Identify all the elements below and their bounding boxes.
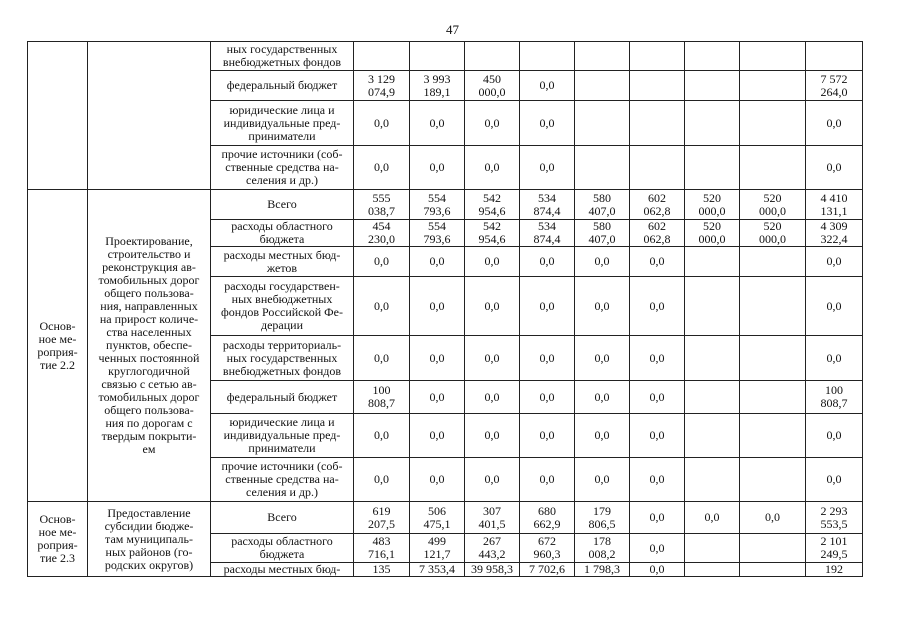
activity-code-cell: Основ- ное ме- роприя- тие 2.2 xyxy=(28,190,88,502)
funding-source-cell: прочие источники (соб- ственные средства на- селения и др.) xyxy=(211,458,354,502)
year-value-cell xyxy=(740,42,806,71)
year-value-cell: 0,0 xyxy=(465,146,520,190)
year-value-cell xyxy=(740,146,806,190)
year-value-cell: 0,0 xyxy=(630,458,685,502)
funding-source-cell: Всего xyxy=(211,190,354,220)
total-value-cell xyxy=(806,42,863,71)
year-value-cell: 602 062,8 xyxy=(630,190,685,220)
year-value-cell: 0,0 xyxy=(520,336,575,381)
year-value-cell: 0,0 xyxy=(630,247,685,277)
year-value-cell: 0,0 xyxy=(630,534,685,563)
year-value-cell: 520 000,0 xyxy=(740,190,806,220)
total-value-cell: 2 293 553,5 xyxy=(806,502,863,534)
year-value-cell: 520 000,0 xyxy=(685,190,740,220)
year-value-cell: 499 121,7 xyxy=(410,534,465,563)
year-value-cell: 0,0 xyxy=(410,146,465,190)
year-value-cell: 554 793,6 xyxy=(410,220,465,247)
year-value-cell: 267 443,2 xyxy=(465,534,520,563)
year-value-cell: 0,0 xyxy=(465,247,520,277)
table-row xyxy=(28,190,863,220)
funding-source-cell: расходы областного бюджета xyxy=(211,220,354,247)
year-value-cell: 0,0 xyxy=(465,458,520,502)
year-value-cell xyxy=(740,458,806,502)
year-value-cell xyxy=(575,146,630,190)
year-value-cell xyxy=(740,534,806,563)
year-value-cell: 554 793,6 xyxy=(410,190,465,220)
year-value-cell: 3 993 189,1 xyxy=(410,71,465,101)
year-value-cell xyxy=(630,71,685,101)
year-value-cell: 0,0 xyxy=(465,414,520,458)
total-value-cell: 7 572 264,0 xyxy=(806,71,863,101)
year-value-cell xyxy=(685,381,740,414)
year-value-cell: 0,0 xyxy=(410,101,465,146)
year-value-cell: 580 407,0 xyxy=(575,190,630,220)
year-value-cell xyxy=(520,42,575,71)
year-value-cell xyxy=(740,563,806,577)
funding-source-cell: расходы местных бюд- жетов xyxy=(211,247,354,277)
year-value-cell xyxy=(685,277,740,336)
year-value-cell: 0,0 xyxy=(630,277,685,336)
budget-table-body xyxy=(28,42,863,577)
total-value-cell: 0,0 xyxy=(806,101,863,146)
year-value-cell xyxy=(740,336,806,381)
year-value-cell xyxy=(740,414,806,458)
total-value-cell: 192 xyxy=(806,563,863,577)
year-value-cell: 0,0 xyxy=(354,458,410,502)
funding-source-cell: Всего xyxy=(211,502,354,534)
year-value-cell xyxy=(410,42,465,71)
year-value-cell: 100 808,7 xyxy=(354,381,410,414)
year-value-cell xyxy=(685,101,740,146)
table-row xyxy=(28,502,863,534)
year-value-cell: 672 960,3 xyxy=(520,534,575,563)
total-value-cell: 0,0 xyxy=(806,146,863,190)
total-value-cell: 0,0 xyxy=(806,336,863,381)
year-value-cell xyxy=(685,146,740,190)
total-value-cell: 0,0 xyxy=(806,458,863,502)
year-value-cell: 0,0 xyxy=(575,336,630,381)
year-value-cell xyxy=(740,71,806,101)
activity-name-cell: Предоставление субсидии бюдже- там муниципаль- ных районов (го- родских округов) xyxy=(88,502,211,577)
year-value-cell: 0,0 xyxy=(465,277,520,336)
year-value-cell xyxy=(630,146,685,190)
total-value-cell: 2 101 249,5 xyxy=(806,534,863,563)
year-value-cell xyxy=(685,534,740,563)
year-value-cell: 520 000,0 xyxy=(740,220,806,247)
year-value-cell: 520 000,0 xyxy=(685,220,740,247)
year-value-cell: 0,0 xyxy=(520,71,575,101)
year-value-cell xyxy=(740,101,806,146)
year-value-cell xyxy=(685,458,740,502)
year-value-cell: 0,0 xyxy=(465,336,520,381)
year-value-cell: 602 062,8 xyxy=(630,220,685,247)
year-value-cell xyxy=(685,71,740,101)
year-value-cell: 0,0 xyxy=(465,381,520,414)
funding-source-cell: расходы областного бюджета xyxy=(211,534,354,563)
year-value-cell xyxy=(575,71,630,101)
year-value-cell: 542 954,6 xyxy=(465,220,520,247)
budget-table xyxy=(27,41,863,577)
year-value-cell: 0,0 xyxy=(354,336,410,381)
year-value-cell: 0,0 xyxy=(354,101,410,146)
year-value-cell: 506 475,1 xyxy=(410,502,465,534)
year-value-cell: 0,0 xyxy=(630,563,685,577)
year-value-cell: 454 230,0 xyxy=(354,220,410,247)
year-value-cell xyxy=(354,42,410,71)
year-value-cell xyxy=(685,42,740,71)
year-value-cell xyxy=(575,101,630,146)
funding-source-cell: ных государственных внебюджетных фондов xyxy=(211,42,354,71)
year-value-cell: 0,0 xyxy=(410,414,465,458)
total-value-cell: 0,0 xyxy=(806,247,863,277)
year-value-cell: 619 207,5 xyxy=(354,502,410,534)
year-value-cell: 0,0 xyxy=(630,502,685,534)
funding-source-cell: расходы государствен- ных внебюджетных фондов Российской Фе- дерации xyxy=(211,277,354,336)
activity-name-cell xyxy=(88,42,211,190)
funding-source-cell: расходы местных бюд- xyxy=(211,563,354,577)
year-value-cell: 39 958,3 xyxy=(465,563,520,577)
year-value-cell: 0,0 xyxy=(520,458,575,502)
year-value-cell: 0,0 xyxy=(685,502,740,534)
activity-name-cell: Проектирование, строительство и реконструкция ав- томобильных дорог общего пользова- ния, направленных на прирост количе- ства населенных пунктов, обеспе- ченных постоянной круглогодичной связью с сетью ав- томобильных дорог общего пользова- ния по дорогам с твердым покрыти- ем xyxy=(88,190,211,502)
year-value-cell: 542 954,6 xyxy=(465,190,520,220)
year-value-cell: 7 702,6 xyxy=(520,563,575,577)
total-value-cell: 4 309 322,4 xyxy=(806,220,863,247)
funding-source-cell: юридические лица и индивидуальные пред- приниматели xyxy=(211,414,354,458)
funding-source-cell: юридические лица и индивидуальные пред- приниматели xyxy=(211,101,354,146)
year-value-cell: 1 798,3 xyxy=(575,563,630,577)
activity-code-cell: Основ- ное ме- роприя- тие 2.3 xyxy=(28,502,88,577)
year-value-cell: 0,0 xyxy=(354,414,410,458)
year-value-cell: 0,0 xyxy=(575,277,630,336)
year-value-cell: 534 874,4 xyxy=(520,190,575,220)
year-value-cell: 0,0 xyxy=(520,277,575,336)
year-value-cell xyxy=(685,563,740,577)
year-value-cell xyxy=(740,381,806,414)
year-value-cell: 0,0 xyxy=(520,101,575,146)
funding-source-cell: федеральный бюджет xyxy=(211,381,354,414)
year-value-cell: 0,0 xyxy=(410,277,465,336)
total-value-cell: 100 808,7 xyxy=(806,381,863,414)
year-value-cell: 307 401,5 xyxy=(465,502,520,534)
year-value-cell: 0,0 xyxy=(630,381,685,414)
year-value-cell: 3 129 074,9 xyxy=(354,71,410,101)
year-value-cell xyxy=(630,101,685,146)
funding-source-cell: прочие источники (соб- ственные средства на- селения и др.) xyxy=(211,146,354,190)
year-value-cell: 179 806,5 xyxy=(575,502,630,534)
year-value-cell: 135 xyxy=(354,563,410,577)
year-value-cell xyxy=(685,247,740,277)
year-value-cell xyxy=(685,414,740,458)
year-value-cell xyxy=(685,336,740,381)
year-value-cell: 555 038,7 xyxy=(354,190,410,220)
year-value-cell: 0,0 xyxy=(410,247,465,277)
year-value-cell: 680 662,9 xyxy=(520,502,575,534)
year-value-cell: 0,0 xyxy=(575,414,630,458)
year-value-cell: 0,0 xyxy=(354,146,410,190)
year-value-cell: 178 008,2 xyxy=(575,534,630,563)
year-value-cell: 0,0 xyxy=(630,336,685,381)
year-value-cell: 0,0 xyxy=(465,101,520,146)
year-value-cell: 0,0 xyxy=(410,336,465,381)
year-value-cell: 0,0 xyxy=(410,381,465,414)
year-value-cell: 0,0 xyxy=(354,247,410,277)
year-value-cell xyxy=(740,277,806,336)
year-value-cell: 0,0 xyxy=(575,381,630,414)
year-value-cell: 0,0 xyxy=(630,414,685,458)
year-value-cell: 0,0 xyxy=(520,414,575,458)
year-value-cell: 0,0 xyxy=(575,458,630,502)
year-value-cell: 534 874,4 xyxy=(520,220,575,247)
year-value-cell: 450 000,0 xyxy=(465,71,520,101)
total-value-cell: 0,0 xyxy=(806,277,863,336)
year-value-cell: 0,0 xyxy=(520,247,575,277)
table-row xyxy=(28,42,863,71)
activity-code-cell xyxy=(28,42,88,190)
year-value-cell xyxy=(740,247,806,277)
year-value-cell: 0,0 xyxy=(520,381,575,414)
year-value-cell: 0,0 xyxy=(520,146,575,190)
page-number: 47 xyxy=(446,22,459,37)
year-value-cell xyxy=(630,42,685,71)
year-value-cell: 483 716,1 xyxy=(354,534,410,563)
year-value-cell: 7 353,4 xyxy=(410,563,465,577)
year-value-cell: 0,0 xyxy=(740,502,806,534)
year-value-cell: 580 407,0 xyxy=(575,220,630,247)
funding-source-cell: федеральный бюджет xyxy=(211,71,354,101)
year-value-cell xyxy=(575,42,630,71)
year-value-cell: 0,0 xyxy=(575,247,630,277)
year-value-cell: 0,0 xyxy=(354,277,410,336)
funding-source-cell: расходы территориаль- ных государственных внебюджетных фондов xyxy=(211,336,354,381)
year-value-cell xyxy=(465,42,520,71)
total-value-cell: 0,0 xyxy=(806,414,863,458)
total-value-cell: 4 410 131,1 xyxy=(806,190,863,220)
year-value-cell: 0,0 xyxy=(410,458,465,502)
